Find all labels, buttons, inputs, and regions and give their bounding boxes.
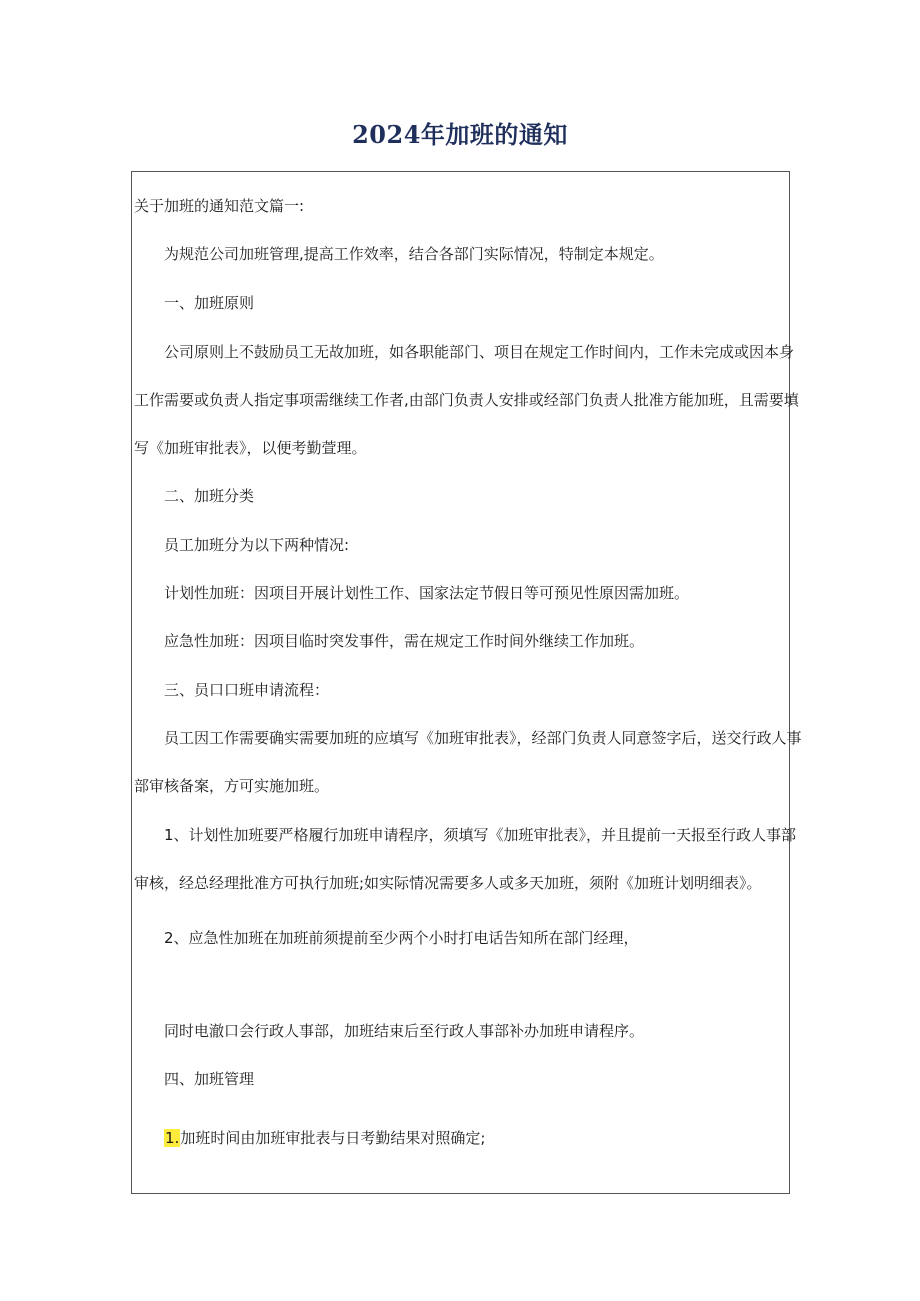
emergency-overtime-line: 应急性加班：因项目临时突发事件，需在规定工作时间外继续工作加班。 xyxy=(164,632,645,650)
section1-line-3: 写《加班审批表》，以便考勤萱理。 xyxy=(134,439,367,457)
section1-line-2: 工作需要或负责人指定事项需继续工作者,由部门负责人安排或经部门负责人批准方能加班，且需要填 xyxy=(134,391,799,409)
section3-item1-line-1: 1、计划性加班要严格履行加班申请程序，须填写《加班审批表》，并且提前一天报至行政人事部 xyxy=(164,826,797,844)
content-frame xyxy=(131,171,802,1194)
section3-item2-line: 2、应急性加班在加班前须提前至少两个小时打电话告知所在部门经理， xyxy=(164,929,639,947)
section3-heading: 三、员口口班申请流程： xyxy=(164,681,330,699)
planned-overtime-line: 计划性加班：因项目开展计划性工作、国家法定节假日等可预见性原因需加班。 xyxy=(164,584,690,602)
section2-text: 员工加班分为以下两种情况: xyxy=(164,536,350,554)
section2-heading: 二、加班分类 xyxy=(164,487,255,505)
document-title: 2024年加班的通知 xyxy=(352,120,568,149)
highlighted-list-marker: 1. xyxy=(165,1129,180,1147)
section4-item1 xyxy=(164,1127,485,1149)
section1-line-1: 公司原则上不鼓励员工无故加班，如各职能部门、项目在规定工作时间内，工作未完成或因本身 xyxy=(164,343,795,361)
section3-line-2: 部审核备案，方可实施加班。 xyxy=(134,777,330,795)
section4-item1-text: 加班时间由加班审批表与日考勤结果对照确定; xyxy=(180,1129,486,1147)
section3-item1-line-2: 审核，经总经理批准方可执行加班;如实际情况需要多人或多天加班，须附《加班计划明细表》。 xyxy=(134,874,762,892)
section4-heading: 四、加班管理 xyxy=(164,1070,255,1088)
section3-item2-continuation: 同时电澈口会行政人事部，加班结束后至行政人事部补办加班申请程序。 xyxy=(164,1022,645,1040)
section1-heading: 一、加班原则 xyxy=(164,294,255,312)
intro-line: 关于加班的通知范文篇一: xyxy=(134,197,305,215)
purpose-paragraph: 为规范公司加班管理,提高工作效率，结合各部门实际情况，特制定本规定。 xyxy=(164,245,664,263)
section3-line-1: 员工因工作需要确实需要加班的应填写《加班审批表》，经部门负责人同意签字后，送交行政人事 xyxy=(164,729,802,747)
